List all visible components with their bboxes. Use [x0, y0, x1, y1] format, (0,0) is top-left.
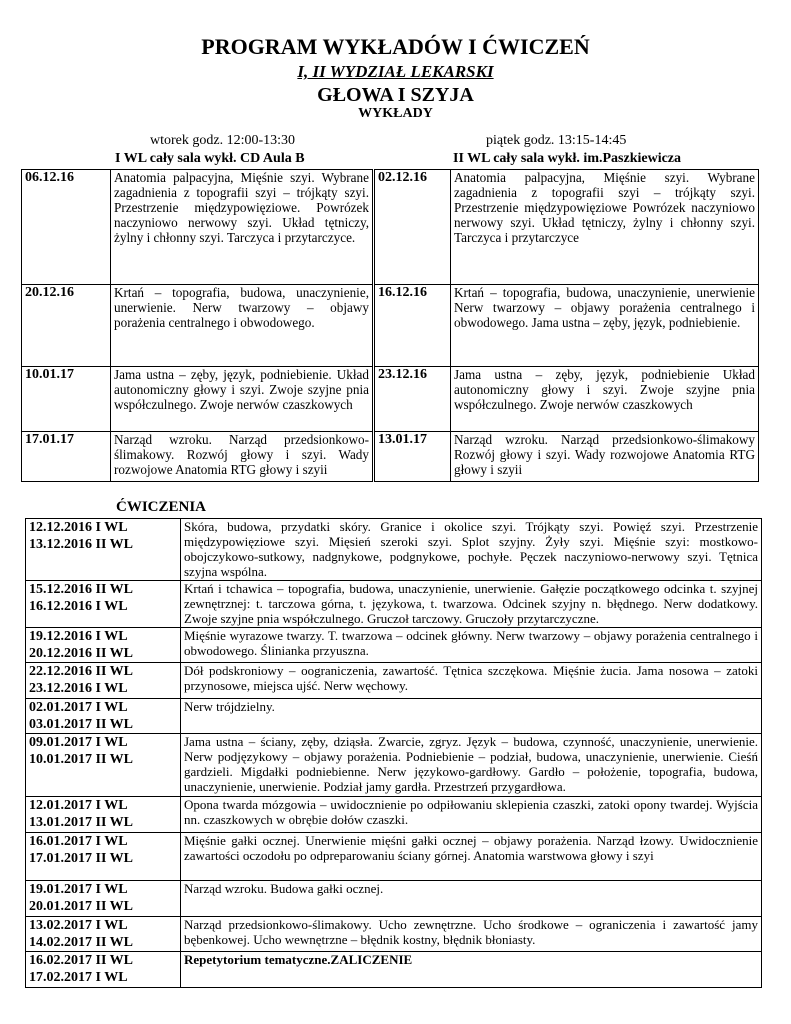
exercise-dates: 15.12.2016 II WL 16.12.2016 I WL [26, 581, 181, 628]
table-row [22, 285, 373, 367]
table-row [26, 734, 762, 797]
lectures-heading: WYKŁADY [358, 106, 433, 121]
exercise-topic: Skóra, budowa, przydatki skóry. Granice i okolice szyi. Trójkąty szyi. Powięź szyi. Przestrzenie międzypowięziowe szyi. Mięsień szeroki szyi. Splot szyjny. Żyły szyi. Mięśnie szyi: mostkowo-obojczykowo-sutkowy, nadgnykowe, podgnykowe, pochyłe. Pęczek naczyniowo-nerwowy szyi. Tętnica szyjna wspólna. [181, 519, 762, 581]
exercise-dates: 19.12.2016 I WL 20.12.2016 II WL [26, 628, 181, 663]
table-row [26, 833, 762, 881]
page-title: PROGRAM WYKŁADÓW I ĆWICZEŃ [201, 34, 590, 59]
lecture-date: 20.12.16 [22, 285, 111, 367]
exercise-dates: 16.01.2017 I WL 17.01.2017 II WL [26, 833, 181, 881]
table-row [26, 663, 762, 699]
table-row [375, 367, 759, 432]
exercise-dates: 12.01.2017 I WL 13.01.2017 II WL [26, 797, 181, 833]
exercises-heading: ĆWICZENIA [116, 499, 207, 515]
lecture-topic: Krtań – topografia, budowa, unaczynienie, unerwienie Nerw twarzowy – objawy porażenia centralnego i obwodowego. Jama ustna – zęby, język, podniebienie. [451, 285, 759, 367]
lecture-date: 06.12.16 [22, 170, 111, 285]
table-row [26, 519, 762, 581]
lecture-date: 02.12.16 [375, 170, 451, 285]
exercise-topic: Narząd wzroku. Budowa gałki ocznej. [181, 881, 762, 917]
exercise-topic: Dół podskroniowy – oograniczenia, zawartość. Tętnica szczękowa. Mięśnie żucia. Jama nosowa – zatoki przynosowe, miejsca ujść. Nerw węchowy. [181, 663, 762, 699]
left-lecture-group: I WL cały sala wykł. CD Aula B [115, 151, 305, 166]
lecture-date: 13.01.17 [375, 432, 451, 482]
table-row [26, 881, 762, 917]
exercise-dates: 09.01.2017 I WL 10.01.2017 II WL [26, 734, 181, 797]
faculty-subtitle: I, II WYDZIAŁ LEKARSKI [297, 62, 494, 81]
exercise-topic: Jama ustna – ściany, zęby, dziąsła. Zwarcie, zgryz. Język – budowa, czynność, unaczynienie, unerwienie. Nerw podjęzykowy – objawy porażenia. Podniebienie – podział, budowa, unaczynienie, unerwienie. Cieśń gardzieli. Migdałki podniebienne. Nerw językowo-gardłowy. Gardło – położenie, topografia, budowa, unaczynienie, unerwienie. Podział jamy gardła. Przestrzeń przygardłowa. [181, 734, 762, 797]
subject-title: GŁOWA I SZYJA [317, 84, 474, 106]
table-row [22, 367, 373, 432]
exercise-topic: Mięśnie gałki ocznej. Unerwienie mięśni gałki ocznej – objawy porażenia. Narząd łzowy. Uwidocznienie zawartości oczodołu po odpreparowaniu ściany górnej. Anatomia warstwowa głowy i szyi [181, 833, 762, 881]
lectures-table-right [374, 169, 759, 482]
right-lecture-group: II WL cały sala wykł. im.Paszkiewicza [453, 151, 682, 166]
exercise-dates: 22.12.2016 II WL 23.12.2016 I WL [26, 663, 181, 699]
lecture-topic: Narząd wzroku. Narząd przedsionkowo-ślimakowy Rozwój głowy i szyi. Wady rozwojowe Anatomia RTG głowy i szyii [451, 432, 759, 482]
right-lecture-time: piątek godz. 13:15-14:45 [486, 133, 627, 148]
left-lecture-time: wtorek godz. 12:00-13:30 [150, 133, 296, 148]
table-row [26, 917, 762, 952]
table-row [26, 699, 762, 734]
table-row [26, 628, 762, 663]
table-row [22, 432, 373, 482]
exercise-topic: Krtań i tchawica – topografia, budowa, unaczynienie, unerwienie. Gałęzie początkowego odcinka t. szyjnej zewnętrznej: t. tarczowa górna, t. językowa, t. twarzowa. Odcinek szyjny n. błędnego. Nerw dodatkowy. Zwoje szyjne pnia współczulnego. Gruczoł tarczowy. Gruczoły przytarczyczne. [181, 581, 762, 628]
exercise-topic: Repetytorium tematyczne.ZALICZENIE [181, 952, 762, 988]
table-row [26, 581, 762, 628]
lecture-topic: Anatomia palpacyjna, Mięśnie szyi. Wybrane zagadnienia z topografii szyi – trójkąty szyi. Przestrzenie międzypowięziowe Powrózek naczyniowo nerwowy szyi. Układ tętniczy, żylny i chłonny szyi. Tarczyca i przytarczyce [451, 170, 759, 285]
table-row [26, 797, 762, 833]
table-row [26, 952, 762, 988]
lecture-topic: Anatomia palpacyjna, Mięśnie szyi. Wybrane zagadnienia z topografii szyi – trójkąty szyi. Przestrzenie międzypowięziowe. Powrózek naczyniowo nerwowy szyi. Układ tętniczy, żylny i chłonny szyi. Tarczyca i przytarczyce. [111, 170, 373, 285]
lecture-date: 10.01.17 [22, 367, 111, 432]
lecture-topic: Narząd wzroku. Narząd przedsionkowo-ślimakowy. Rozwój głowy i szyi. Wady rozwojowe Anatomia RTG głowy i szyii [111, 432, 373, 482]
exercise-dates: 16.02.2017 II WL 17.02.2017 I WL [26, 952, 181, 988]
lectures-table-left [21, 169, 373, 482]
exercise-topic: Narząd przedsionkowo-ślimakowy. Ucho zewnętrzne. Ucho środkowe – ograniczenia i zawartość jamy bębenkowej. Ucho wewnętrzne – błędnik kostny, błędnik błoniasty. [181, 917, 762, 952]
lecture-topic: Jama ustna – zęby, język, podniebienie Układ autonomiczny głowy i szyi. Zwoje szyjne pnia współczulnego. Zwoje nerwów czaszkowych [451, 367, 759, 432]
table-row [22, 170, 373, 285]
lecture-date: 16.12.16 [375, 285, 451, 367]
table-row [375, 432, 759, 482]
lecture-date: 17.01.17 [22, 432, 111, 482]
exercise-dates: 12.12.2016 I WL 13.12.2016 II WL [26, 519, 181, 581]
exercise-dates: 13.02.2017 I WL 14.02.2017 II WL [26, 917, 181, 952]
exercise-dates: 02.01.2017 I WL 03.01.2017 II WL [26, 699, 181, 734]
table-row [375, 170, 759, 285]
exercises-table [25, 518, 762, 988]
lecture-date: 23.12.16 [375, 367, 451, 432]
lecture-topic: Krtań – topografia, budowa, unaczynienie, unerwienie. Nerw twarzowy – objawy porażenia centralnego i obwodowego. [111, 285, 373, 367]
exercise-topic: Nerw trójdzielny. [181, 699, 762, 734]
exercise-topic: Mięśnie wyrazowe twarzy. T. twarzowa – odcinek główny. Nerw twarzowy – objawy porażenia centralnego i obwodowego. Ślinianka przyuszna. [181, 628, 762, 663]
table-row [375, 285, 759, 367]
exercise-topic: Opona twarda mózgowia – uwidocznienie po odpiłowaniu sklepienia czaszki, zatoki opony twardej. Wyjścia nn. czaszkowych w obrębie dołów czaszki. [181, 797, 762, 833]
lecture-topic: Jama ustna – zęby, język, podniebienie. Układ autonomiczny głowy i szyi. Zwoje szyjne pnia współczulnego. Zwoje nerwów czaszkowych [111, 367, 373, 432]
exercise-dates: 19.01.2017 I WL 20.01.2017 II WL [26, 881, 181, 917]
